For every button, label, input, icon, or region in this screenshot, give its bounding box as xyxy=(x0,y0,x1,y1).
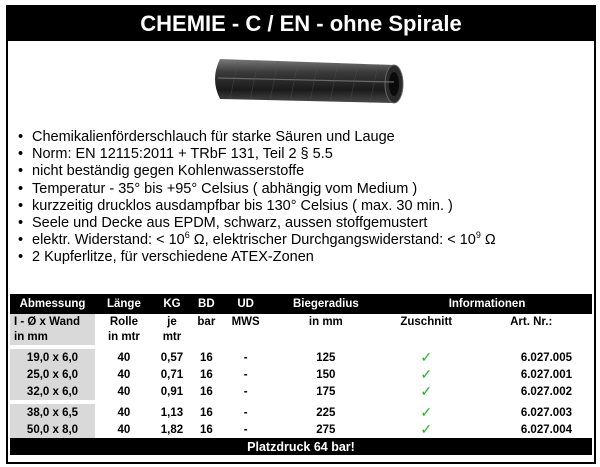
cell-radius: 175 xyxy=(316,385,336,398)
cell-laenge: 40 xyxy=(117,406,131,419)
cell-kg: 0,91 xyxy=(160,385,184,398)
feature-list xyxy=(18,129,588,267)
sub-dim: I - Ø x Wand xyxy=(10,314,95,330)
check-icon: ✓ xyxy=(420,383,433,399)
cell-kg: 1,82 xyxy=(160,423,184,436)
table-subheader-row xyxy=(10,314,592,330)
cell-dim: 19,0 x 6,0 xyxy=(10,349,95,366)
cell-bd: 16 xyxy=(199,368,213,381)
cell-laenge: 40 xyxy=(117,385,131,398)
table-subheader-row xyxy=(10,330,592,346)
cell-bd: 16 xyxy=(199,423,213,436)
feature-item: • Temperatur - 35° bis +95° Celsius ( abhängig vom Medium ) xyxy=(18,181,588,198)
header-informationen: Informationen xyxy=(382,294,592,314)
feature-item: • 2 Kupferlitze, für verschiedene ATEX-Zonen xyxy=(18,249,588,266)
sub-in-mm-dim: in mm xyxy=(10,330,95,346)
header-ud: UD xyxy=(222,294,270,314)
check-icon: ✓ xyxy=(420,421,433,437)
cell-kg: 0,57 xyxy=(160,351,184,364)
cell-ud: - xyxy=(243,423,248,436)
cell-bd: 16 xyxy=(199,406,213,419)
table-header-row xyxy=(10,294,592,314)
footer-note: Platzdruck 64 bar! xyxy=(10,438,592,455)
cell-ud: - xyxy=(243,351,248,364)
check-icon: ✓ xyxy=(420,404,433,420)
sub-zuschnitt: Zuschnitt xyxy=(400,315,453,328)
page-title: CHEMIE - C / EN - ohne Spirale xyxy=(8,7,594,41)
spec-table xyxy=(10,294,592,455)
table-row xyxy=(10,404,592,421)
check-icon: ✓ xyxy=(420,366,433,382)
resistance-exp-2: 9 xyxy=(475,230,481,241)
cell-kg: 0,71 xyxy=(160,368,184,381)
header-bd: BD xyxy=(191,294,222,314)
cell-art: 6.027.005 xyxy=(520,351,572,364)
sub-in-mm: in mm xyxy=(308,315,343,328)
cell-art: 6.027.001 xyxy=(520,368,572,381)
sub-mtr: mtr xyxy=(162,331,182,344)
sub-art-nr: Art. Nr.: xyxy=(510,315,553,328)
cell-dim: 32,0 x 6,0 xyxy=(10,383,95,400)
cell-dim: 50,0 x 8,0 xyxy=(10,421,95,438)
resistance-text-1: elektr. Widerstand: < 10 xyxy=(32,232,185,249)
cell-ud: - xyxy=(243,385,248,398)
table-row xyxy=(10,349,592,366)
sub-mws: MWS xyxy=(231,315,260,328)
table-row xyxy=(10,421,592,438)
feature-item: • kurzzeitig drucklos ausdampfbar bis 130° Celsius ( max. 30 min. ) xyxy=(18,198,588,215)
cell-ud: - xyxy=(243,368,248,381)
cell-kg: 1,13 xyxy=(160,406,184,419)
table-row xyxy=(10,383,592,400)
cell-bd: 16 xyxy=(199,385,213,398)
cell-art: 6.027.004 xyxy=(520,423,572,436)
header-laenge: Länge xyxy=(95,294,153,314)
feature-item: • Seele und Decke aus EPDM, schwarz, aussen stoffgemustert xyxy=(18,215,588,232)
cell-art: 6.027.002 xyxy=(520,385,572,398)
resistance-exp-1: 6 xyxy=(184,230,190,241)
table-row xyxy=(10,366,592,383)
table-footer-row xyxy=(10,438,592,455)
sub-je: je xyxy=(167,315,177,328)
datasheet-frame xyxy=(6,5,596,464)
resistance-text-3: Ω xyxy=(480,232,496,249)
sub-rolle: Rolle xyxy=(109,315,138,328)
feature-item: • Norm: EN 12115:2011 + TRbF 131, Teil 2 § 5.5 xyxy=(18,146,588,163)
sub-bar: bar xyxy=(197,315,216,328)
resistance-text-2: Ω, elektrischer Durchgangswiderstand: < 10 xyxy=(189,232,476,249)
cell-laenge: 40 xyxy=(117,423,131,436)
cell-ud: - xyxy=(243,406,248,419)
cell-radius: 225 xyxy=(316,406,336,419)
header-abmessung: Abmessung xyxy=(10,294,95,314)
cell-radius: 275 xyxy=(316,423,336,436)
cell-dim: 25,0 x 6,0 xyxy=(10,366,95,383)
feature-item: • Chemikalienförderschlauch für starke Säuren und Lauge xyxy=(18,129,588,146)
cell-bd: 16 xyxy=(199,351,213,364)
feature-item-resistance xyxy=(18,232,588,249)
cell-radius: 150 xyxy=(316,368,336,381)
hose-image xyxy=(208,51,408,113)
feature-item: • nicht beständig gegen Kohlenwasserstoffe xyxy=(18,163,588,180)
cell-laenge: 40 xyxy=(117,368,131,381)
sub-in-mtr: in mtr xyxy=(107,331,140,344)
cell-dim: 38,0 x 6,5 xyxy=(10,404,95,421)
cell-radius: 125 xyxy=(316,351,336,364)
header-biegeradius: Biegeradius xyxy=(270,294,382,314)
cell-art: 6.027.003 xyxy=(520,406,572,419)
check-icon: ✓ xyxy=(420,349,433,365)
header-kg: KG xyxy=(153,294,191,314)
cell-laenge: 40 xyxy=(117,351,131,364)
